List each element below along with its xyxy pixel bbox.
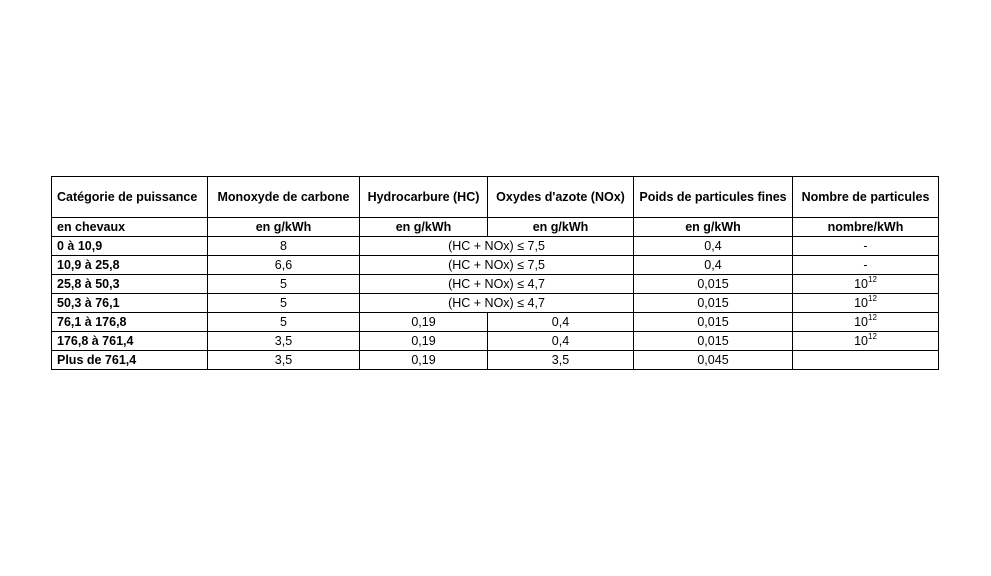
cell-category: 176,8 à 761,4 xyxy=(52,332,208,351)
cell-pm-number xyxy=(793,332,939,351)
pn-base: 10 xyxy=(854,315,868,329)
header-co: Monoxyde de carbone xyxy=(208,177,360,218)
unit-row xyxy=(52,218,939,237)
cell-pm-number xyxy=(793,313,939,332)
table-row xyxy=(52,351,939,370)
table-row xyxy=(52,256,939,275)
emissions-table xyxy=(51,176,939,370)
cell-pm-number: - xyxy=(793,256,939,275)
table-row xyxy=(52,237,939,256)
table-row xyxy=(52,294,939,313)
cell-pm-number xyxy=(793,294,939,313)
unit-nox: en g/kWh xyxy=(488,218,634,237)
cell-hc-nox-combined: (HC + NOx) ≤ 4,7 xyxy=(360,275,634,294)
pn-exponent: 12 xyxy=(868,293,877,303)
cell-pm-mass: 0,015 xyxy=(634,332,793,351)
header-row xyxy=(52,177,939,218)
pn-base: 10 xyxy=(854,334,868,348)
unit-category: en chevaux xyxy=(52,218,208,237)
cell-co: 5 xyxy=(208,275,360,294)
cell-nox: 0,4 xyxy=(488,313,634,332)
cell-category: 0 à 10,9 xyxy=(52,237,208,256)
cell-pm-mass: 0,015 xyxy=(634,313,793,332)
pn-base: 10 xyxy=(854,277,868,291)
cell-pm-mass: 0,4 xyxy=(634,237,793,256)
cell-pm-mass: 0,015 xyxy=(634,294,793,313)
unit-pm-number: nombre/kWh xyxy=(793,218,939,237)
cell-pm-mass: 0,4 xyxy=(634,256,793,275)
unit-hc: en g/kWh xyxy=(360,218,488,237)
cell-nox: 3,5 xyxy=(488,351,634,370)
cell-co: 8 xyxy=(208,237,360,256)
header-category: Catégorie de puissance xyxy=(52,177,208,218)
table-row xyxy=(52,313,939,332)
cell-hc: 0,19 xyxy=(360,332,488,351)
cell-category: 25,8 à 50,3 xyxy=(52,275,208,294)
cell-co: 5 xyxy=(208,294,360,313)
cell-pm-number xyxy=(793,275,939,294)
cell-category: 76,1 à 176,8 xyxy=(52,313,208,332)
cell-co: 3,5 xyxy=(208,332,360,351)
cell-pm-mass: 0,045 xyxy=(634,351,793,370)
unit-pm-mass: en g/kWh xyxy=(634,218,793,237)
table-row xyxy=(52,275,939,294)
pn-base: 10 xyxy=(854,296,868,310)
header-hc: Hydrocarbure (HC) xyxy=(360,177,488,218)
cell-pm-number xyxy=(793,351,939,370)
header-pm-mass: Poids de particules fines xyxy=(634,177,793,218)
header-pm-number: Nombre de particules xyxy=(793,177,939,218)
cell-hc-nox-combined: (HC + NOx) ≤ 7,5 xyxy=(360,256,634,275)
cell-pm-number: - xyxy=(793,237,939,256)
pn-exponent: 12 xyxy=(868,274,877,284)
cell-category: 50,3 à 76,1 xyxy=(52,294,208,313)
cell-hc: 0,19 xyxy=(360,313,488,332)
cell-pm-mass: 0,015 xyxy=(634,275,793,294)
cell-hc-nox-combined: (HC + NOx) ≤ 4,7 xyxy=(360,294,634,313)
cell-category: Plus de 761,4 xyxy=(52,351,208,370)
cell-nox: 0,4 xyxy=(488,332,634,351)
cell-co: 3,5 xyxy=(208,351,360,370)
pn-exponent: 12 xyxy=(868,312,877,322)
cell-co: 6,6 xyxy=(208,256,360,275)
cell-co: 5 xyxy=(208,313,360,332)
cell-hc: 0,19 xyxy=(360,351,488,370)
unit-co: en g/kWh xyxy=(208,218,360,237)
pn-exponent: 12 xyxy=(868,331,877,341)
cell-hc-nox-combined: (HC + NOx) ≤ 7,5 xyxy=(360,237,634,256)
cell-category: 10,9 à 25,8 xyxy=(52,256,208,275)
header-nox: Oxydes d'azote (NOx) xyxy=(488,177,634,218)
table-row xyxy=(52,332,939,351)
